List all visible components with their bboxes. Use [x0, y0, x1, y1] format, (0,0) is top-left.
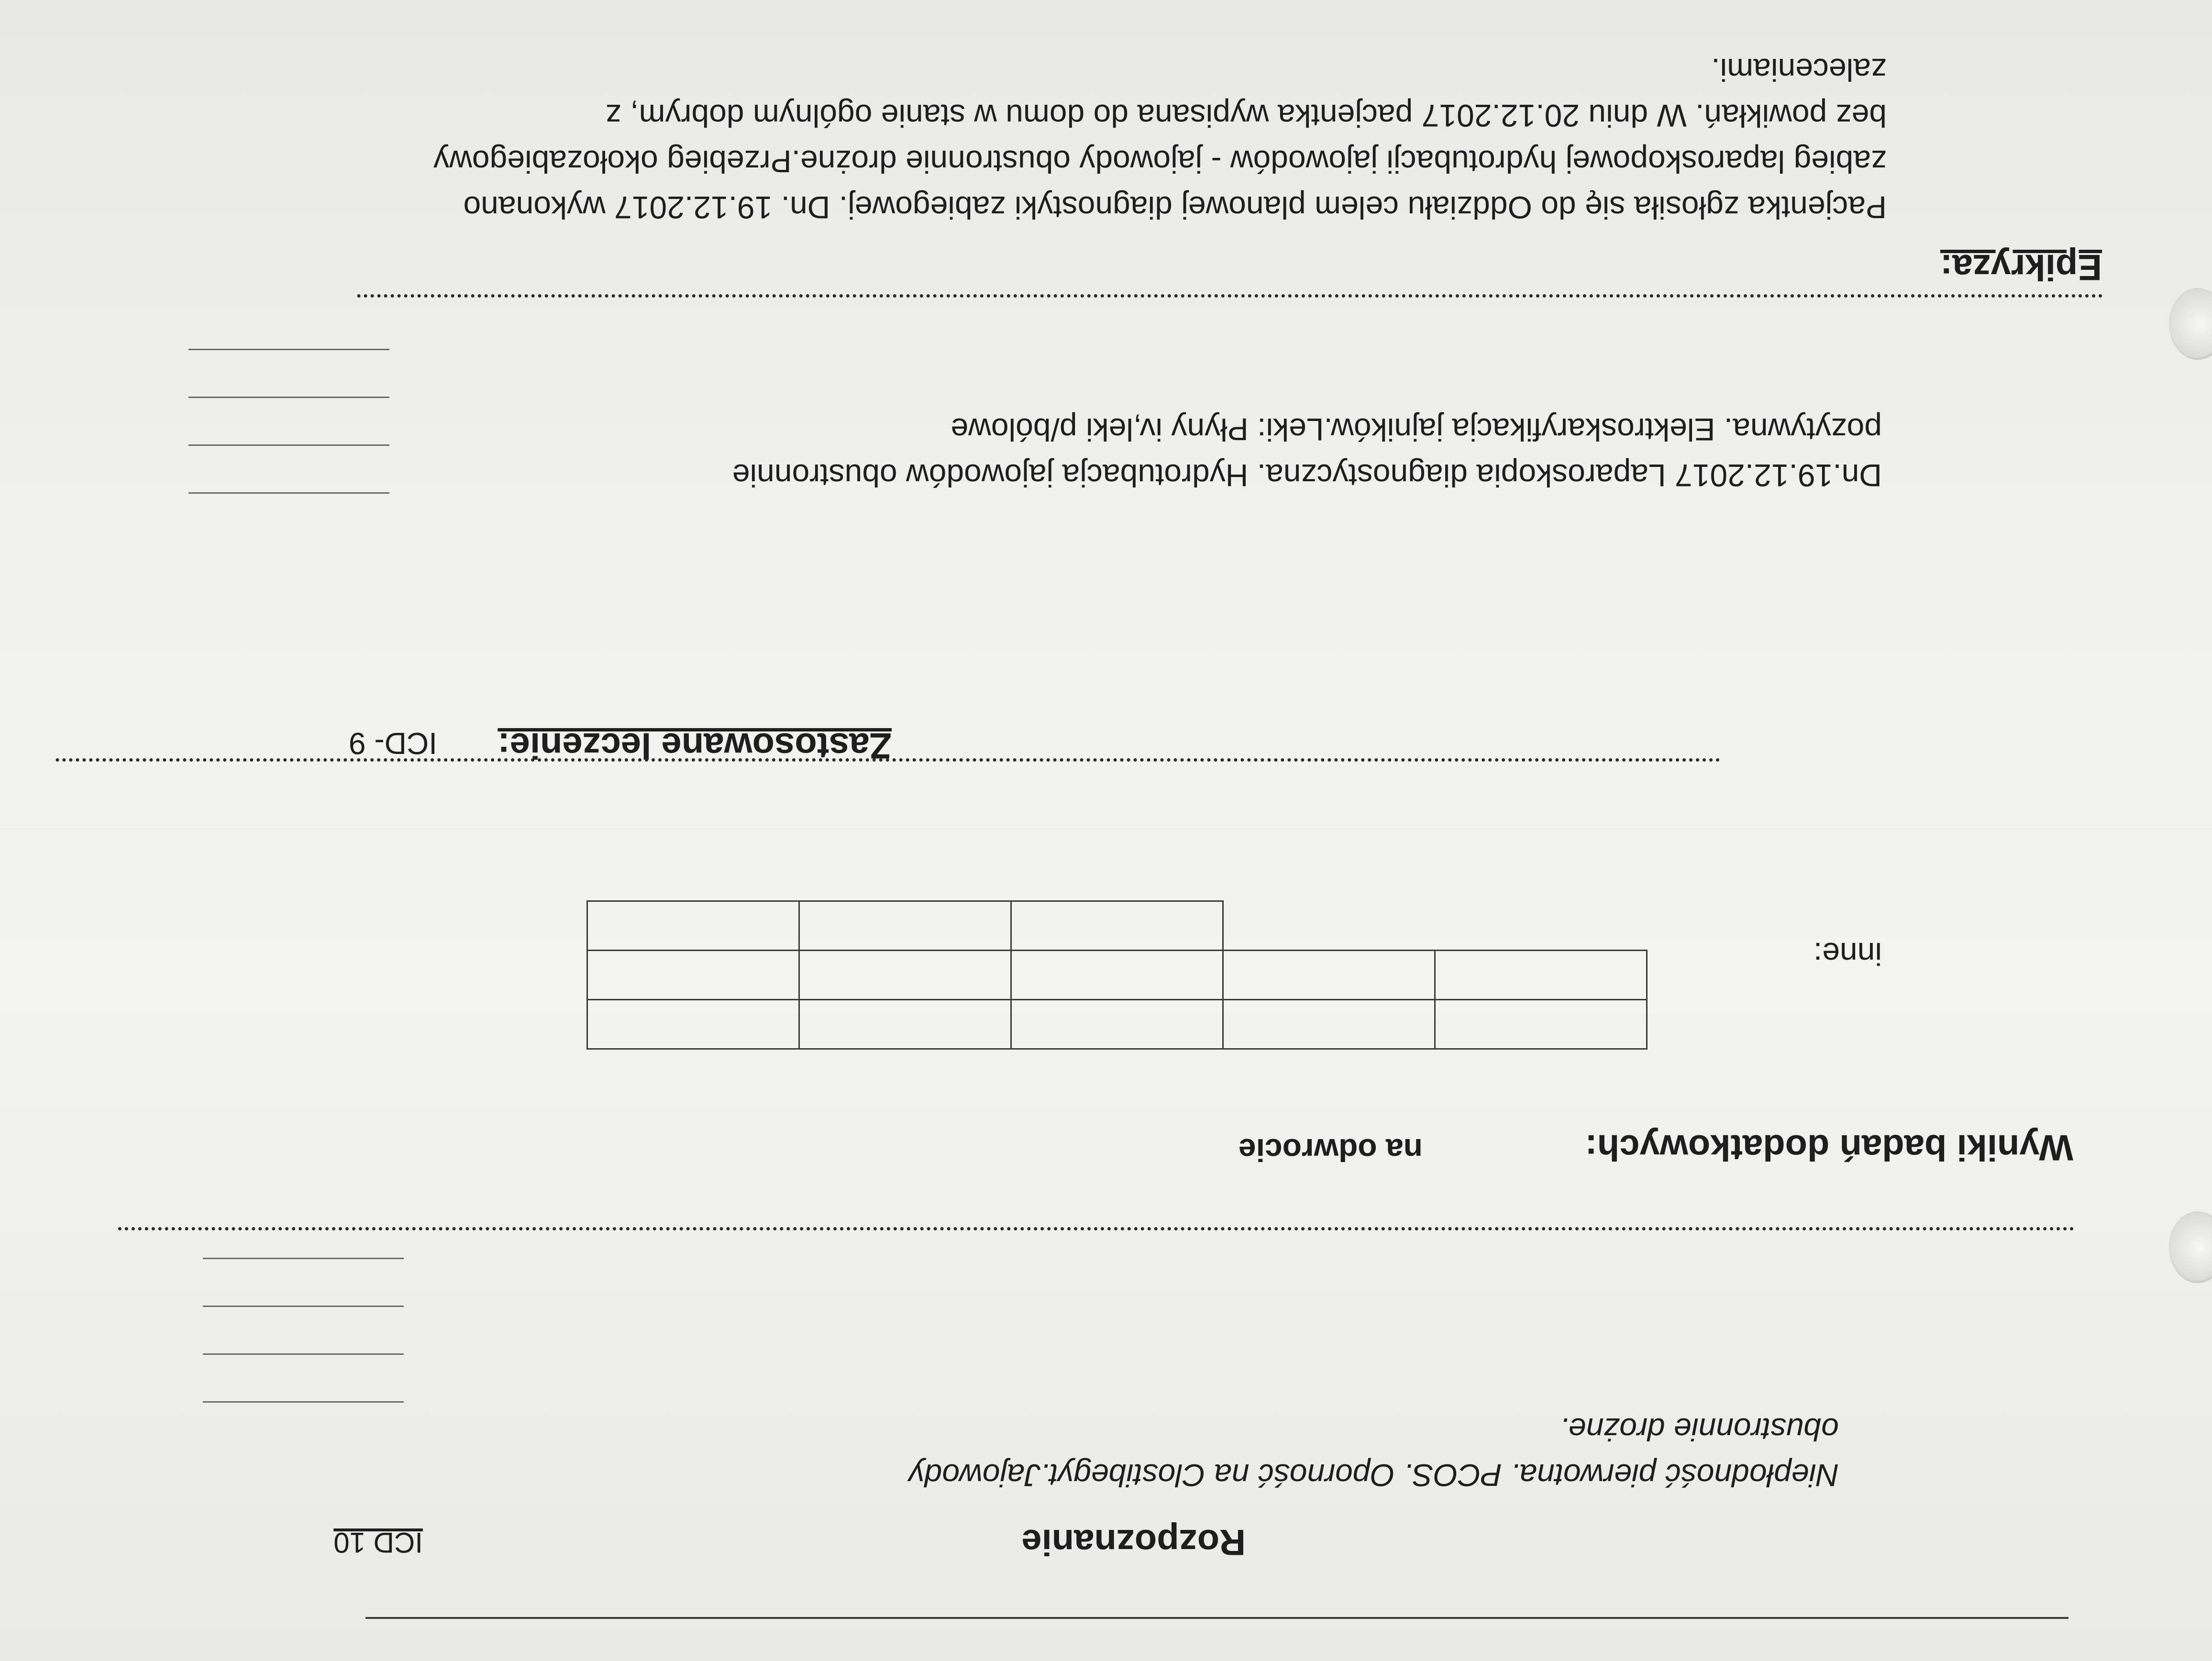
punch-hole — [2169, 288, 2212, 360]
epicrisis-text-line4: zaleceniami. — [1711, 52, 1887, 88]
grid-cell — [799, 901, 1011, 951]
treatment-heading: Zastosowane leczenie: — [498, 725, 892, 766]
icd10-label: ICD 10 — [333, 1527, 423, 1559]
epicrisis-heading: Epikryza: — [1940, 247, 2102, 288]
grid-cell — [1011, 901, 1223, 951]
dotted-divider — [117, 1227, 2073, 1230]
blank-line — [188, 444, 389, 446]
blank-line — [188, 492, 389, 494]
grid-cell — [1223, 951, 1435, 1000]
blank-line — [188, 349, 389, 350]
blank-line — [203, 1353, 404, 1355]
grid-cell — [1435, 951, 1647, 1000]
grid-cell — [1435, 901, 1647, 951]
treatment-text-line2: pozytywna. Elektroskaryfikacja jajników.Leki: Płyny iv,leki p/bólowe — [951, 412, 1882, 447]
tests-grid — [586, 900, 1648, 1050]
other-label: inne: — [1813, 936, 1882, 972]
epicrisis-text-line2: zabieg laparoskopowej hydrotubacji jajowodów - jajowody obustronnie drożne.Przebieg okołozabiegowy — [433, 144, 1887, 179]
grid-cell — [1011, 1000, 1223, 1049]
icd9-label: ICD- 9 — [349, 726, 437, 761]
diagnosis-heading: Rozpoznanie — [1021, 1522, 1246, 1562]
grid-cell — [799, 951, 1011, 1000]
epicrisis-text-line3: bez powikłań. W dniu 20.12.2017 pacjentka wypisana do domu w stanie ogólnym dobrym, z — [605, 98, 1887, 133]
section-divider — [365, 1617, 2068, 1619]
blank-line — [188, 397, 389, 398]
grid-cell — [1223, 901, 1435, 951]
epicrisis-text-line1: Pacjentka zgłosiła się do Oddziału celem planowej diagnostyki zabiegowej. Dn. 19.12.2017 wykonano — [463, 190, 1887, 225]
punch-hole — [2169, 1211, 2212, 1283]
grid-cell — [1435, 1000, 1647, 1049]
treatment-text-line1: Dn.19.12.2017 Laparoskopia diagnostyczna. Hydrotubacja jajowodów obustronnie — [732, 458, 1882, 493]
grid-cell — [587, 901, 799, 951]
diagnosis-text-line1: Niepłodność pierwotna. PCOS. Oporność na Clostibegyt.Jajowody — [908, 1458, 1839, 1493]
grid-cell — [587, 1000, 799, 1049]
blank-line — [203, 1401, 404, 1403]
grid-cell — [799, 1000, 1011, 1049]
tests-heading: Wyniki badań dodatkowych: — [1585, 1127, 2073, 1168]
grid-cell — [1011, 951, 1223, 1000]
paper-fold — [0, 826, 2212, 829]
blank-line — [203, 1258, 404, 1259]
dotted-divider — [356, 294, 2102, 298]
blank-line — [203, 1306, 404, 1307]
tests-note: na odwrocie — [1238, 1132, 1423, 1168]
dotted-divider — [55, 758, 1719, 762]
grid-cell — [1223, 1000, 1435, 1049]
diagnosis-text-line2: obustronnie drożne. — [1559, 1412, 1839, 1447]
grid-cell — [587, 951, 799, 1000]
